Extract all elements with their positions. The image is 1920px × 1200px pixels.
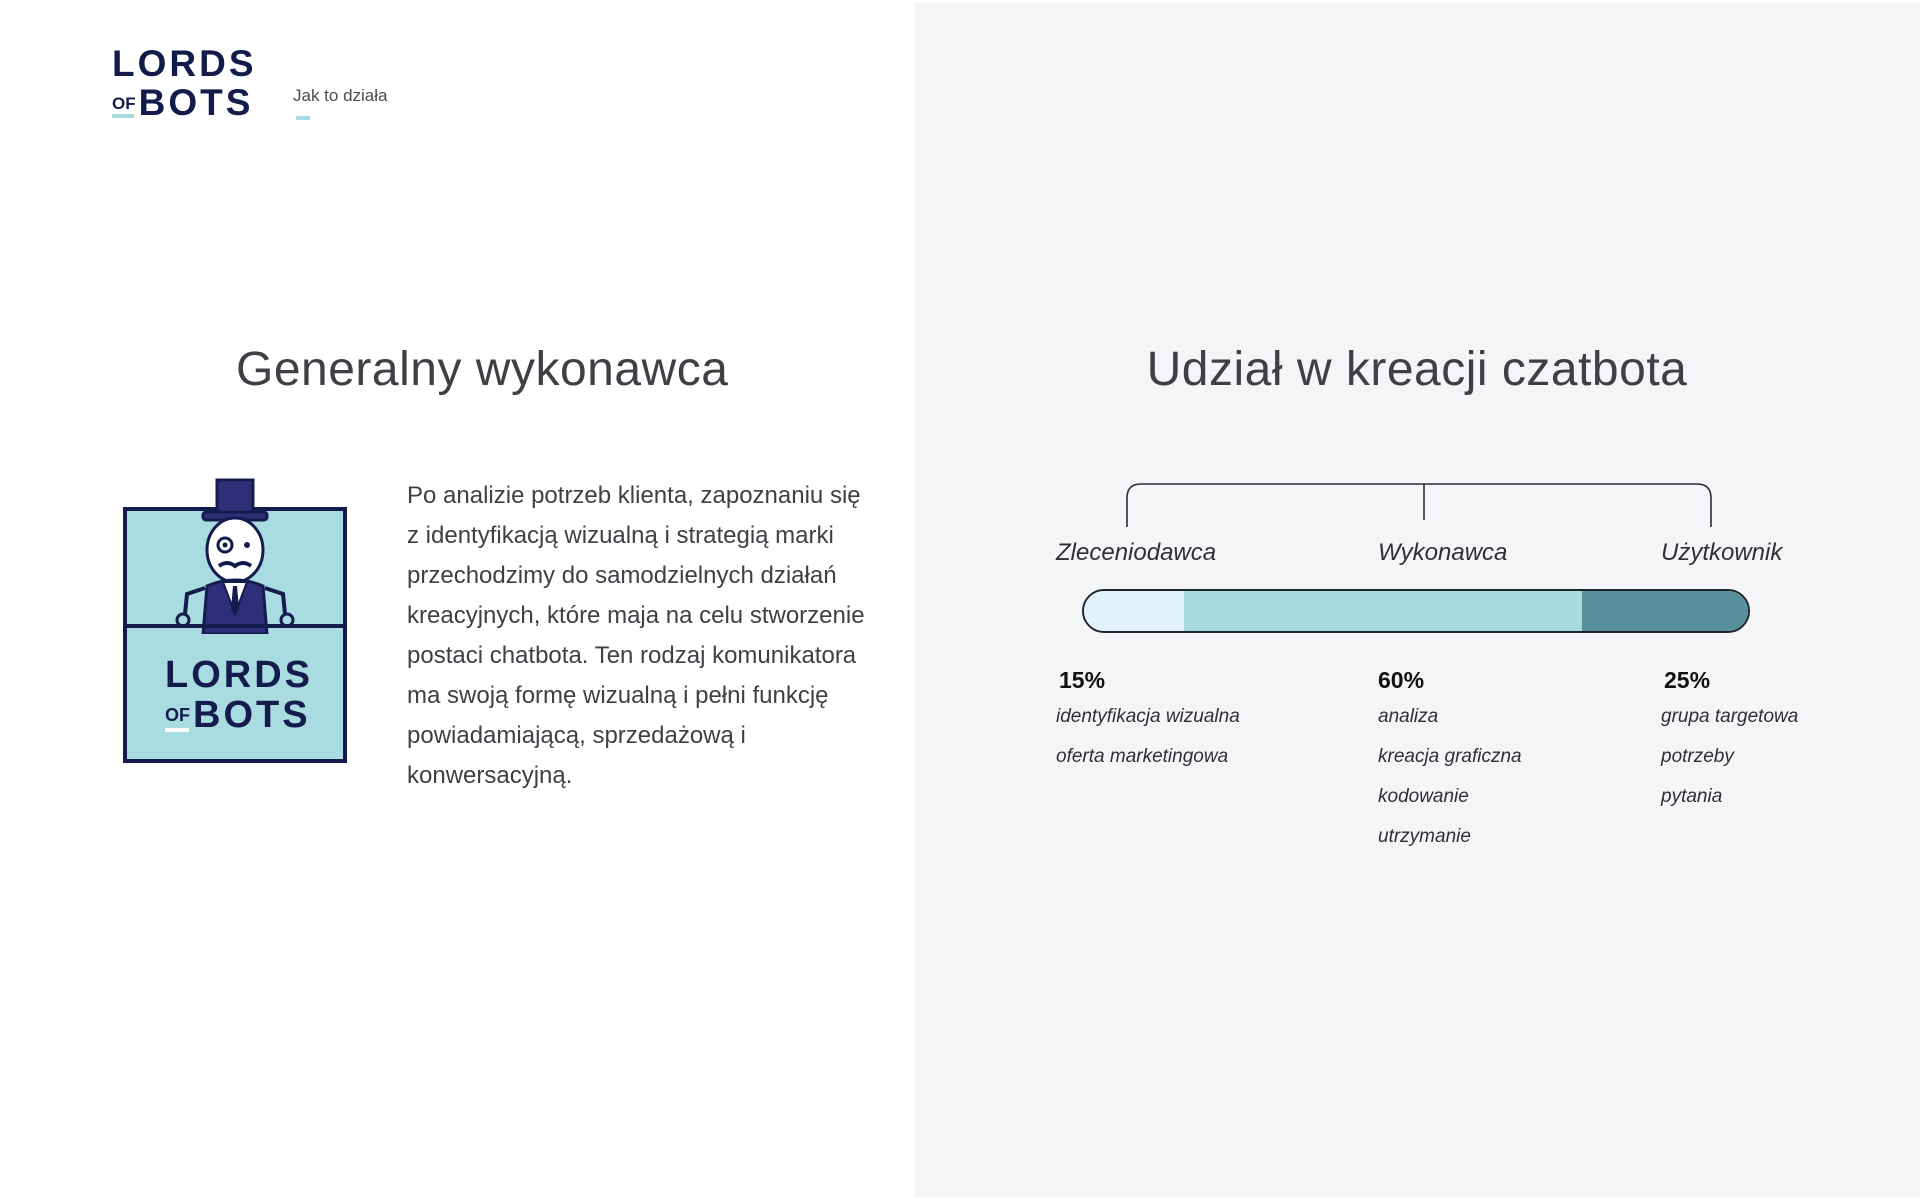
bar-segment-1 bbox=[1084, 591, 1184, 631]
role-label-3: Użytkownik bbox=[1661, 539, 1783, 566]
header-logo[interactable] bbox=[112, 43, 257, 123]
detail-item: identyfikacja wizualna bbox=[1056, 706, 1240, 727]
percent-label-1: 15% bbox=[1059, 667, 1106, 693]
left-panel bbox=[0, 0, 914, 1200]
role-label-1: Zleceniodawca bbox=[1056, 539, 1217, 566]
stacked-bar bbox=[1082, 589, 1750, 633]
description-text: Po analizie potrzeb klienta, zapoznaniu się z identyfikacją wizualną i strategią marki przechodzimy do samodzielnych działań kreacyjnych, które maja na celu stworzenie postaci chatbota. Ten rodzaj komunikatora ma swoją formę wizualną i pełni funkcję powiadamiającą, sprzedażową i konwersacyjną. bbox=[407, 482, 865, 789]
chart-brace bbox=[914, 3, 1920, 603]
detail-item: kreacja graficzna bbox=[1378, 746, 1522, 767]
detail-item: kodowanie bbox=[1378, 786, 1469, 807]
logo-underline bbox=[112, 114, 134, 118]
detail-item: utrzymanie bbox=[1378, 826, 1471, 847]
robot-mascot-icon bbox=[173, 474, 297, 634]
percent-label-3: 25% bbox=[1664, 667, 1711, 693]
section-title-left: Generalny wykonawca bbox=[236, 343, 729, 396]
badge-line1: LORDS bbox=[165, 654, 313, 696]
bar-segment-3 bbox=[1582, 591, 1748, 631]
logo-line2: BOTS bbox=[138, 82, 254, 123]
bar-segment-2 bbox=[1184, 591, 1582, 631]
detail-item: grupa targetowa bbox=[1661, 706, 1799, 727]
logo-of: OF bbox=[112, 94, 136, 113]
detail-item: pytania bbox=[1661, 786, 1723, 807]
detail-item: potrzeby bbox=[1661, 746, 1734, 767]
badge-underline bbox=[165, 728, 189, 732]
nav-active-indicator bbox=[296, 116, 310, 120]
share-chart bbox=[914, 3, 1920, 1197]
badge-of: OF bbox=[165, 705, 190, 725]
badge-line2: BOTS bbox=[193, 694, 311, 736]
lords-of-bots-badge bbox=[123, 474, 351, 766]
nav-link-how-it-works[interactable]: Jak to działa bbox=[293, 86, 388, 105]
role-label-2: Wykonawca bbox=[1378, 539, 1508, 566]
logo-line1: LORDS bbox=[112, 43, 257, 84]
badge-divider bbox=[123, 624, 347, 628]
percent-label-2: 60% bbox=[1378, 667, 1425, 693]
section-title-right: Udział w kreacji czatbota bbox=[1146, 343, 1688, 396]
detail-item: analiza bbox=[1378, 706, 1439, 727]
right-panel bbox=[914, 3, 1920, 1197]
detail-item: oferta marketingowa bbox=[1056, 746, 1229, 767]
